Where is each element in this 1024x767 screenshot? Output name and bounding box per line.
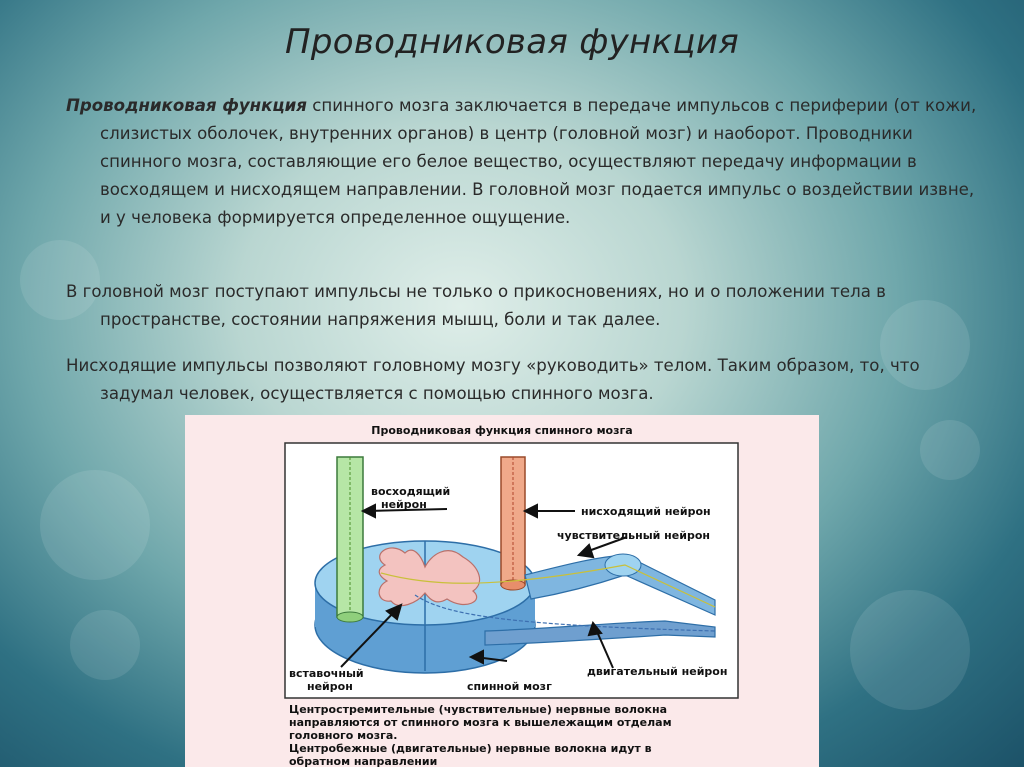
- label-interneuron-1: вставочный: [289, 667, 364, 680]
- ascending-tract: [337, 457, 363, 622]
- descending-tract: [501, 457, 525, 590]
- paragraph-1: [66, 92, 980, 232]
- bokeh-circle: [850, 590, 970, 710]
- caption-line: Центростремительные (чувствительные) нервные волокна: [289, 703, 668, 716]
- caption-line: направляются от спинного мозга к вышележащим отделам: [289, 716, 672, 729]
- caption-line: обратном направлении: [289, 755, 438, 767]
- bokeh-circle: [40, 470, 150, 580]
- label-sensory: чувствительный нейрон: [557, 529, 710, 542]
- paragraph-text: спинного мозга заключается в передаче импульсов с периферии (от кожи, слизистых оболочек, внутренних органов) в центр (головной мозг) и наоборот. Проводники спинного мозга, составляющие его белое вещество, осуществляют передачу информации в восходящем и нисходящем направлении. В головной мозг подается импульс о воздействии извне, и у человека формируется определенное ощущение.: [100, 96, 977, 227]
- label-ascending-1: восходящий: [371, 485, 451, 498]
- label-ascending-2: нейрон: [381, 498, 427, 511]
- label-spinal-cord: спинной мозг: [467, 680, 552, 693]
- conduction-diagram: [185, 415, 819, 767]
- paragraph-2: В головной мозг поступают импульсы не только о прикосновениях, но и о положении тела в пространстве, состоянии напряжения мышц, боли и так далее.: [66, 282, 886, 329]
- diagram-svg: [185, 415, 819, 767]
- label-motor: двигательный нейрон: [587, 665, 728, 678]
- label-interneuron-2: нейрон: [307, 680, 353, 693]
- bokeh-circle: [70, 610, 140, 680]
- paragraph-lead: Проводниковая функция: [66, 96, 307, 115]
- figure-title: Проводниковая функция спинного мозга: [371, 424, 633, 437]
- bokeh-circle: [920, 420, 980, 480]
- label-descending: нисходящий нейрон: [581, 505, 711, 518]
- caption-line: головного мозга.: [289, 729, 398, 742]
- slide-title: Проводниковая функция: [284, 22, 740, 62]
- caption-line: Центробежные (двигательные) нервные волокна идут в: [289, 742, 652, 755]
- paragraph-3: Нисходящие импульсы позволяют головному мозгу «руководить» телом. Таким образом, то, что задумал человек, осуществляется с помощью спинного мозга.: [66, 356, 920, 403]
